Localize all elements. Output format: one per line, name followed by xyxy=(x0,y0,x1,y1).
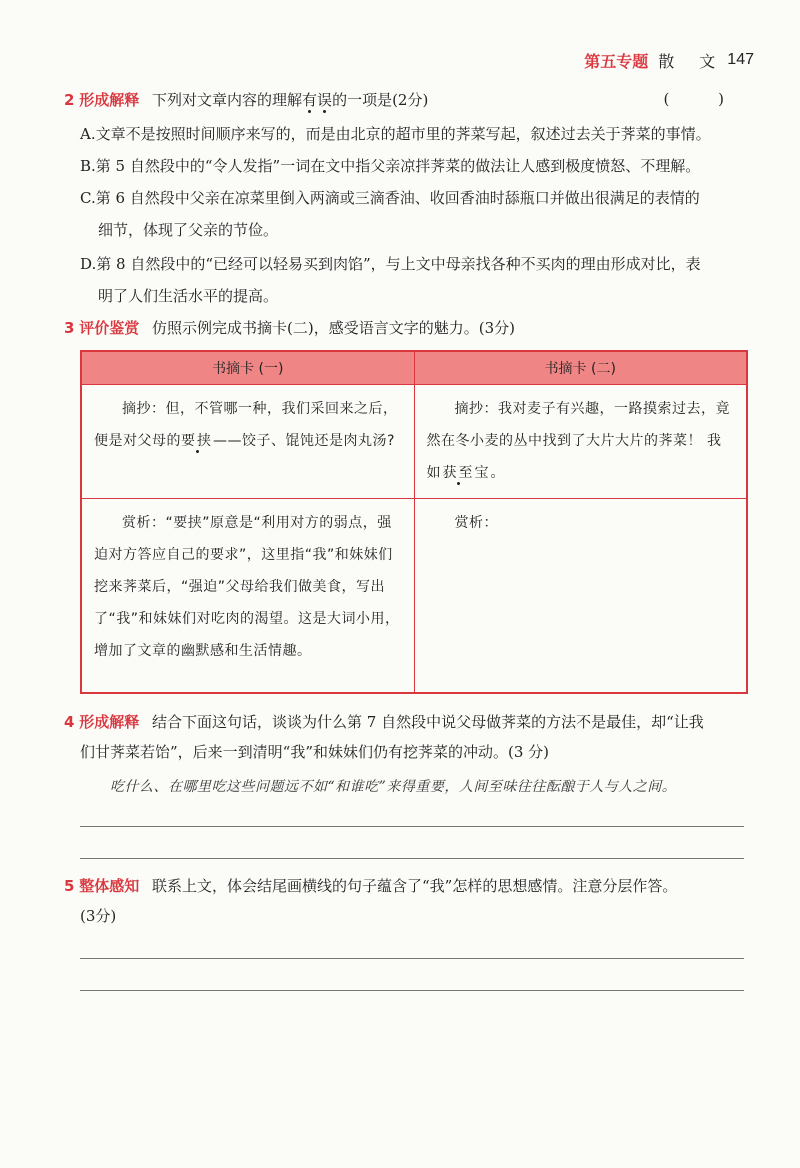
question-number: 2 xyxy=(64,91,75,109)
question-text-line1: 联系上文，体会结尾画横线的句子蕴含了“我”怎样的思想感情。注意分层作答。 xyxy=(152,877,678,895)
category-label: 散 文 xyxy=(658,51,726,71)
card-1-analysis: 赏析：“要挟”原意是“利用对方的弱点，强迫对方答应自己的要求”，这里指“我”和妹妹们挖来荠菜后，“强迫”父母给我们做美食，写出了“我”和妹妹们对吃肉的渴望。这是大词小用，增加了文章的幽默感和生活情趣。 xyxy=(81,499,414,694)
question-tag: 形成解释 xyxy=(79,91,140,109)
question-tag: 形成解释 xyxy=(79,713,140,731)
answer-blank[interactable]: ( ) xyxy=(663,90,746,108)
option-d-line1: D.第 8 自然段中的“已经可以轻易买到肉馅”，与上文中母亲找各种不买肉的理由形成对比，表 xyxy=(80,255,701,273)
option-c-line1: C.第 6 自然段中父亲在凉菜里倒入两滴或三滴香油、收回香油时舔瓶口并做出很满足的表情的 xyxy=(80,189,700,207)
card-2-excerpt: 摘抄：我对麦子有兴趣，一路摸索过去，竟然在冬小麦的丛中找到了大片大片的荠菜！ 我如获至宝。 xyxy=(414,385,747,499)
emphasis-word: 要挟 xyxy=(181,433,213,449)
question-number: 4 xyxy=(64,713,75,731)
question-5-heading xyxy=(64,876,677,896)
card-1-excerpt: 摘抄：但，不管哪一种，我们采回来之后，便是对父母的要挟——饺子、馄饨还是肉丸汤? xyxy=(81,385,414,499)
excerpt-card-table xyxy=(80,350,748,694)
page-header xyxy=(584,48,754,72)
emphasis-word: 如获至宝 xyxy=(426,465,491,481)
answer-line[interactable] xyxy=(80,958,744,959)
question-2-heading xyxy=(64,90,428,110)
section-title: 第五专题 xyxy=(584,51,649,71)
handwritten-quote: 吃什么、在哪里吃这些问题远不如“和谁吃”来得重要，人间至味往往酝酿于人与人之间。 xyxy=(110,779,677,795)
question-3-heading xyxy=(64,318,515,338)
question-text: 仿照示例完成书摘卡(二)，感受语言文字的魅力。(3分) xyxy=(152,319,515,337)
question-text: 下列对文章内容的理解有误的一项是(2分) xyxy=(152,91,429,109)
card-2-header: 书摘卡 (二) xyxy=(414,351,747,385)
card-2-analysis-field[interactable]: 赏析： xyxy=(414,499,747,694)
answer-line[interactable] xyxy=(80,826,744,827)
question-4-heading xyxy=(64,712,704,732)
question-number: 3 xyxy=(64,319,75,337)
option-c-line2: 细节，体现了父亲的节俭。 xyxy=(98,221,279,239)
question-text-line2: (3分) xyxy=(80,907,117,925)
question-text-line1: 结合下面这句话，谈谈为什么第 7 自然段中说父母做荠菜的方法不是最佳，却“让我 xyxy=(152,713,704,731)
option-a: A.文章不是按照时间顺序来写的，而是由北京的超市里的荠菜写起，叙述过去关于荠菜的事情。 xyxy=(80,125,711,143)
answer-line[interactable] xyxy=(80,858,744,859)
question-text-line2: 们甘荠菜若饴”，后来一到清明“我”和妹妹们仍有挖荠菜的冲动。(3 分) xyxy=(80,743,550,761)
emphasis-char: 有 xyxy=(302,91,318,109)
option-d xyxy=(80,248,748,312)
question-tag: 评价鉴赏 xyxy=(79,319,140,337)
option-d-line2: 明了人们生活水平的提高。 xyxy=(98,287,279,305)
option-c xyxy=(80,182,748,246)
answer-line[interactable] xyxy=(80,990,744,991)
option-b: B.第 5 自然段中的“令人发指”一词在文中指父亲凉拌荠菜的做法让人感到极度愤怒、不理解。 xyxy=(80,157,701,175)
page-number: 147 xyxy=(727,51,754,68)
emphasis-char: 误 xyxy=(317,91,333,109)
card-1-header: 书摘卡 (一) xyxy=(81,351,414,385)
question-number: 5 xyxy=(64,877,75,895)
question-tag: 整体感知 xyxy=(79,877,140,895)
